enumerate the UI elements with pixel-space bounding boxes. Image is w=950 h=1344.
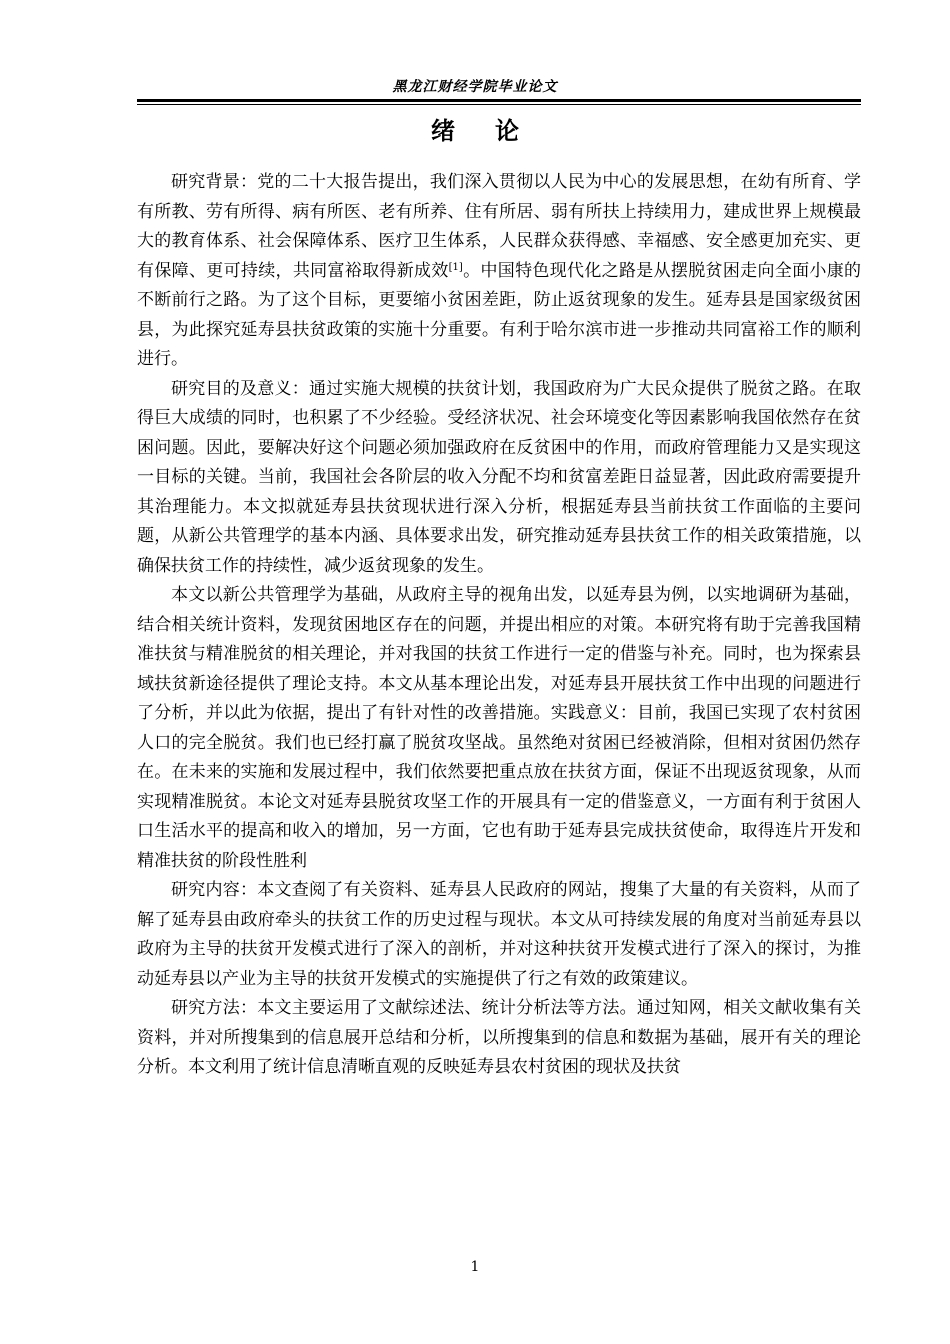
page-title: 绪论 bbox=[431, 116, 559, 145]
paragraph-text-continued: 。中国特色现代化之路是从摆脱贫困走向全面小康的不断前行之路。为了这个目标，更要缩小贫困差距，防止返贫现象的发生。延寿县是国家级贫困县，为此探究延寿县扶贫政策的实施十分重要。有利于哈尔滨市进一步推动共同富裕工作的顺利进行。 bbox=[137, 260, 862, 369]
paragraph-content: 研究内容：本文查阅了有关资料、延寿县人民政府的网站，搜集了大量的有关资料，从而了解了延寿县由政府牵头的扶贫工作的历史过程与现状。本文从可持续发展的角度对当前延寿县以政府为主导的扶贫开发模式进行了深入的剖析，并对这种扶贫开发模式进行了深入的探讨，为推动延寿县以产业为主导的扶贫开发模式的实施提供了行之有效的政策建议。 bbox=[137, 880, 861, 989]
paragraph-text: 研究背景：党的二十大报告提出，我们深入贯彻以人民为中心的发展思想，在幼有所育、学有所教、劳有所得、病有所医、老有所养、住有所居、弱有所扶上持续用力，建成世界上规模最大的教育体系、社会保障体系、医疗卫生体系，人民群众获得感、幸福感、安全感更加充实、更有保障、更可持续，共同富裕取得新成效 bbox=[137, 172, 861, 281]
paragraph-purpose: 研究目的及意义：通过实施大规模的扶贫计划，我国政府为广大民众提供了脱贫之路。在取得巨大成绩的同时，也积累了不少经验。受经济状况、社会环境变化等因素影响我国依然存在贫困问题。因此，要解决好这个问题必须加强政府在反贫困中的作用，而政府管理能力又是实现这一目标的关键。当前，我国社会各阶层的收入分配不均和贫富差距日益显著，因此政府需要提升其治理能力。本文拟就延寿县扶贫现状进行深入分析，根据延寿县当前扶贫工作面临的主要问题，从新公共管理学的基本内涵、具体要求出发，研究推动延寿县扶贫工作的相关政策措施，以确保扶贫工作的持续性，减少返贫现象的发生。 bbox=[137, 378, 861, 576]
citation-marker: [1] bbox=[448, 261, 463, 273]
page-number: 1 bbox=[470, 1259, 480, 1275]
body-text bbox=[137, 168, 861, 1083]
paragraph-significance: 本文以新公共管理学为基础，从政府主导的视角出发，以延寿县为例，以实地调研为基础，结合相关统计资料，发现贫困地区存在的问题，并提出相应的对策。本研究将有助于完善我国精准扶贫与精准脱贫的相关理论，并对我国的扶贫工作进行一定的借鉴与补充。同时，也为探索县域扶贫新途径提供了理论支持。本文从基本理论出发，对延寿县开展扶贫工作中出现的问题进行了分析，并以此为依据，提出了有针对性的改善措施。实践意义：目前，我国已实现了农村贫困人口的完全脱贫。我们也已经打赢了脱贫攻坚战。虽然绝对贫困已经被消除，但相对贫困仍然存在。在未来的实施和发展过程中，我们依然要把重点放在扶贫方面，保证不出现返贫现象，从而实现精准脱贫。本论文对延寿县脱贫攻坚工作的开展具有一定的借鉴意义，一方面有利于贫困人口生活水平的提高和收入的增加，另一方面，它也有助于延寿县完成扶贫使命，取得连片开发和精准扶贫的阶段性胜利 bbox=[137, 585, 861, 871]
paragraph-methods: 研究方法：本文主要运用了文献综述法、统计分析法等方法。通过知网，相关文献收集有关资料，并对所搜集到的信息展开总结和分析，以所搜集到的信息和数据为基础，展开有关的理论分析。本文利用了统计信息清晰直观的反映延寿县农村贫困的现状及扶贫 bbox=[137, 998, 861, 1077]
running-header: 黑龙江财经学院毕业论文 bbox=[392, 79, 558, 95]
paragraph-background bbox=[137, 168, 861, 375]
header-rule-thick bbox=[137, 99, 861, 102]
header-rule-thin bbox=[137, 104, 861, 105]
